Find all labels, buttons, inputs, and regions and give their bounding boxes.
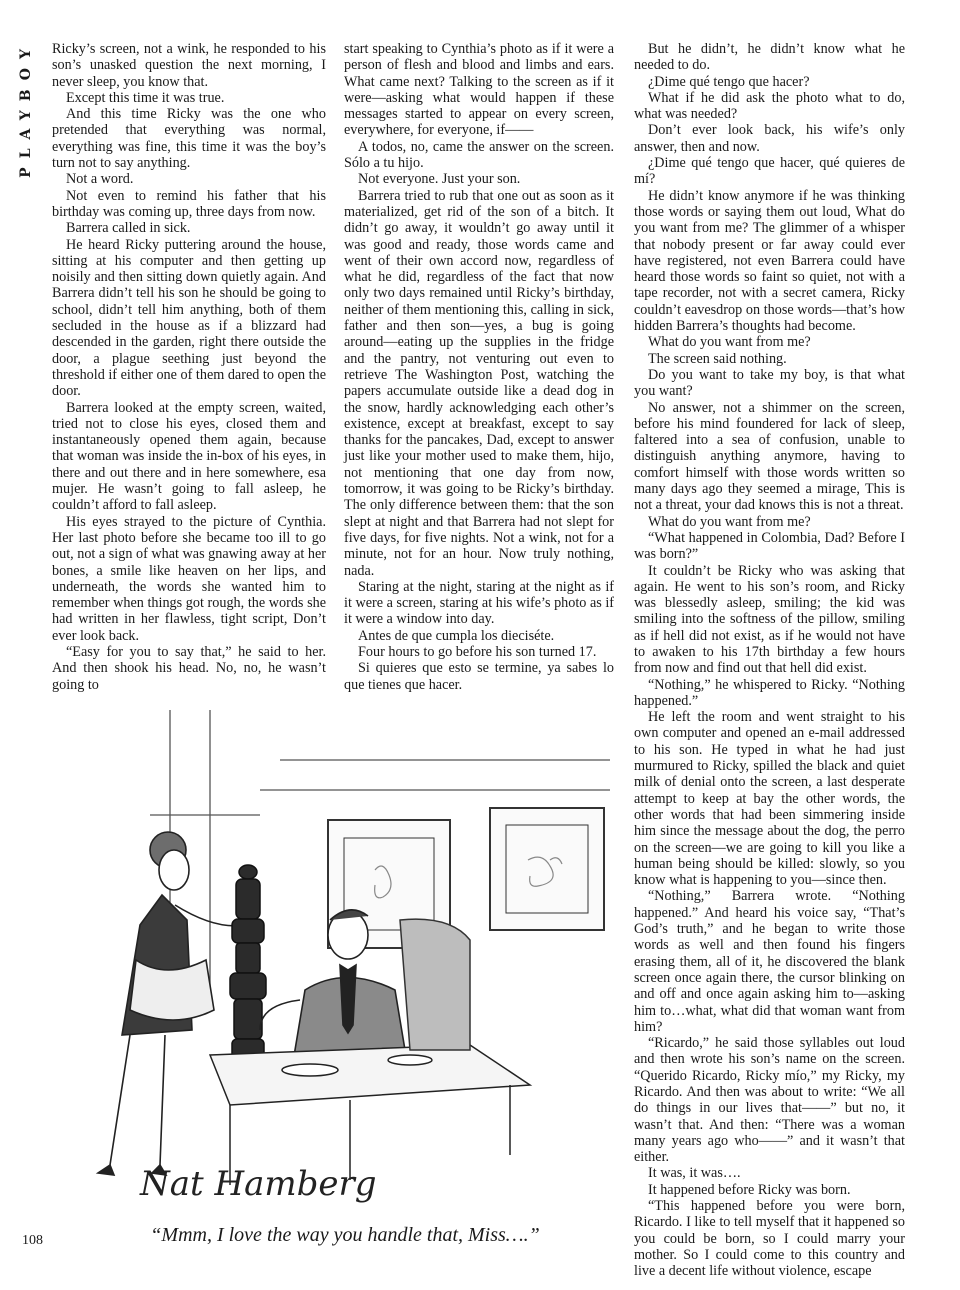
paragraph: “This happened before you were born, Ricardo. I like to tell myself that it happened so you could be born, so I could marry your mother. So I could come to this country and live a decent life without violence, escape [634,1198,905,1280]
paragraph: Don’t ever look back, his wife’s only answer, then and now. [634,122,905,155]
paragraph: “What happened in Colombia, Dad? Before I was born?” [634,529,905,563]
text-column-2 [344,41,614,693]
caption-text: “Mmm, I love the way you handle that, Miss….” [150,1224,540,1246]
paragraph: Not even to remind his father that his birthday was coming up, three days from now. [52,187,326,220]
paragraph: Do you want to take my boy, is that what you want? [634,366,905,400]
paragraph: “Nothing,” Barrera wrote. “Nothing happened.” And heard his voice say, “That’s God’s truth,” and he began to write those words as well and then found his fingers erasing them, all of it, he discovered the blank screen once again there, the cursor blinking on and off and once again asking him to—asking him to…what, what did that woman want from him? [634,888,905,1035]
paragraph: Barrera tried to rub that one out as soon as it materialized, get rid of the son of a bitch. It didn’t go away, it wouldn’t go away until it was good and ready, those words came and went of their own accord now, regardless of what he did, regardless of the fact that now only two days remained until Ricky’s birthday, neither of them mentioning this, calling in sick, father and then son—yes, a bug is going around—eating up the supplies in the fridge and the pantry, not venturing out even to retrieve The Washington Post, watching the papers accumulate outside like a dead dog in the snow, hardly acknowledging each other’s existence, except at breakfast, except to say thanks for the pancakes, Dad, except to answer just like your mother used to make them, hijo, not mentioning that one day from now, tomorrow, it was going to be Ricky’s birthday. The only difference between them: that the son slept at night and that Barrera had not slept for five days, for five nights. Not a wink, not for a minute, not for an hour. Now truly nothing, nada. [344,187,614,579]
cartoon-signature: Nat Hamberg [140,1164,377,1204]
page-number: 108 [22,1233,43,1248]
paragraph: The screen said nothing. [648,350,787,367]
paragraph: What do you want from me? [648,334,811,351]
paragraph: Except this time it was true. [66,89,225,106]
paragraph: ¿Dime qué tengo que hacer, qué quieres de mí? [634,155,905,188]
paragraph: Barrera called in sick. [66,220,191,237]
paragraph: It couldn’t be Ricky who was asking that again. He went to his son’s room, and Ricky was blessedly asleep, smiling; the kid was smiling into the softness of the pillow, smiling as if hell did not exist, as if he would not have to awaken to his 17th birthday a few hours from now and find out that hell did exist. [634,562,905,677]
paragraph: He didn’t know anymore if he was thinking those words or saying them out loud, What do you want from me? The glimmer of a whisper that nobody present or far away could ever have registered, not even Barrera could have heard those words so faint so quiet, not with a tape recorder, not with a secret camera, Ricky couldn’t eavesdrop on those words—that’s how hidden Barrera’s thoughts had become. [634,187,905,335]
paragraph: What do you want from me? [648,513,811,530]
paragraph: Not everyone. Just your son. [358,171,521,188]
paragraph: ¿Dime qué tengo que hacer? [648,73,810,90]
paragraph: But he didn’t, he didn’t know what he needed to do. [634,41,905,74]
paragraph: What if he did ask the photo what to do, what was needed? [634,89,905,123]
text-column-1 [52,41,326,693]
paragraph: A todos, no, came the answer on the screen. Sólo a tu hijo. [344,138,614,172]
paragraph: And this time Ricky was the one who pretended that everything was normal, everything was fine, this time it was the boy’s turn not to say anything. [52,106,326,172]
paragraph: His eyes strayed to the picture of Cynthia. Her last photo before she became too ill to go out, not a sign of what was gnawing away at her bones, a smile like heaven on her lips, and underneath, the words she wanted him to remember when things got rough, the words she had written in her flawless, tight script, Don’t ever look back. [52,513,326,644]
paragraph: It happened before Ricky was born. [648,1181,851,1198]
paragraph: “Ricardo,” he said those syllables out loud and then wrote his son’s name on the screen. “Querido Ricardo, Ricky mío,” my Ricky, my Ricardo. And then was about to write: “We all do things in our lives that——” but no, it wasn’t that. And then: “There was a woman many years ago who——” and it wasn’t that either. [634,1035,905,1166]
paragraph: Staring at the night, staring at the night as if it were a screen, staring at his wife’s photo as if it were a window into day. [344,578,614,628]
paragraph: Si quieres que esto se termine, ya sabes lo que tienes que hacer. [344,660,614,693]
paragraph: start speaking to Cynthia’s photo as if it were a person of flesh and blood and limbs and ears. What came next? Talking to the screen as if it were—asking what would happen if these messages started to appear on every screen, everywhere, for everyone, if—— [344,41,614,139]
paragraph: It was, it was…. [648,1165,741,1182]
cartoon-illustration [50,700,620,1220]
paragraph: No answer, not a shimmer on the screen, before his mind foundered for lack of sleep, faltered into a sea of confusion, unable to distinguish anything anymore, having to comfort himself with those words written so many days ago they seemed a mirage, This is not a threat, your dad knows this is not a threat. [634,399,905,514]
text-column-3 [634,41,905,1280]
paragraph: He left the room and went straight to his own computer and opened an e-mail addressed to his son. He typed in what he had just murmured to Ricky, spilled the black and quiet milk of denial onto the screen, a last desperate attempt to keep at bay the other words, the other words that had been simmering inside him since the message about the dog, the perro on the screen—we are going to kill you like a human being should be killed: slowly, so you know what is happening to you—since then. [634,709,905,889]
cartoon-caption [110,1224,580,1247]
paragraph: Antes de que cumpla los dieciséte. [358,627,555,644]
paragraph: Four hours to go before his son turned 17. [358,643,597,660]
paragraph: “Nothing,” he whispered to Ricky. “Nothing happened.” [634,676,905,709]
paragraph: Barrera looked at the empty screen, waited, tried not to close his eyes, closed them and instantaneously opened them again, because that woman was inside the in-box of his eyes, in there and out there and in here somewhere, esa mujer. He wasn’t going to fall asleep, he couldn’t afford to fall asleep. [52,399,326,514]
paragraph: Ricky’s screen, not a wink, he responded to his son’s unasked question the next morning, I never sleep, you know that. [52,41,326,90]
paragraph: Not a word. [66,171,134,188]
paragraph: “Easy for you to say that,” he said to her. And then shook his head. No, no, he wasn’t going to [52,643,326,693]
paragraph: He heard Ricky puttering around the house, sitting at his computer and then getting up noisily and then sitting down quietly again. And Barrera didn’t tell his son he should be going to school, didn’t tell him anything, both of them secluded in the house as if a blizzard had descended in the garden, right there outside the door, a plague seething just beyond the threshold if either one of them dared to open the door. [52,236,326,400]
magazine-name: PLAYBOY [18,40,34,178]
